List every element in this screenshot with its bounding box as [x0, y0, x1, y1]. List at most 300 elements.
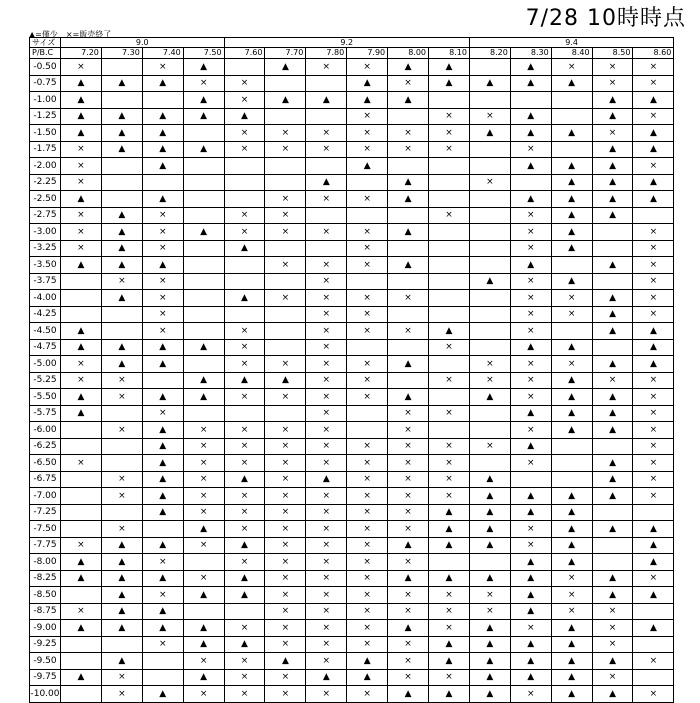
sold-out-mark: × — [429, 488, 470, 505]
power-cell: -9.50 — [30, 653, 61, 670]
sold-out-mark: × — [633, 158, 674, 175]
empty-cell — [347, 273, 388, 290]
sold-out-mark: × — [306, 603, 347, 620]
table-row — [30, 174, 674, 191]
sold-out-mark: × — [347, 108, 388, 125]
low-stock-mark: ▲ — [142, 75, 183, 92]
table-row — [30, 290, 674, 307]
sold-out-mark: × — [183, 75, 224, 92]
empty-cell — [101, 636, 142, 653]
sold-out-mark: × — [224, 323, 265, 340]
low-stock-mark: ▲ — [429, 75, 470, 92]
bc-header: 8.40 — [551, 48, 592, 59]
sold-out-mark: × — [633, 405, 674, 422]
sold-out-mark: × — [265, 504, 306, 521]
sold-out-mark: × — [510, 356, 551, 373]
low-stock-mark: ▲ — [592, 653, 633, 670]
sold-out-mark: × — [429, 207, 470, 224]
low-stock-mark: ▲ — [306, 92, 347, 109]
empty-cell — [551, 141, 592, 158]
low-stock-mark: ▲ — [592, 570, 633, 587]
low-stock-mark: ▲ — [429, 636, 470, 653]
low-stock-mark: ▲ — [142, 356, 183, 373]
sold-out-mark: × — [347, 257, 388, 274]
low-stock-mark: ▲ — [592, 521, 633, 538]
sold-out-mark: × — [592, 620, 633, 637]
low-stock-mark: ▲ — [633, 92, 674, 109]
sold-out-mark: × — [592, 603, 633, 620]
empty-cell — [469, 59, 510, 76]
empty-cell — [469, 554, 510, 571]
size-group: 9.2 — [224, 38, 469, 48]
sold-out-mark: × — [633, 290, 674, 307]
sold-out-mark: × — [142, 405, 183, 422]
empty-cell — [469, 158, 510, 175]
low-stock-mark: ▲ — [347, 92, 388, 109]
sold-out-mark: × — [61, 537, 102, 554]
power-cell: -9.25 — [30, 636, 61, 653]
empty-cell — [61, 290, 102, 307]
empty-cell — [142, 92, 183, 109]
legend: ▲=僅少 ×=販売終了 — [29, 30, 112, 39]
low-stock-mark: ▲ — [183, 669, 224, 686]
sold-out-mark: × — [265, 471, 306, 488]
low-stock-mark: ▲ — [469, 504, 510, 521]
sold-out-mark: × — [224, 504, 265, 521]
empty-cell — [510, 174, 551, 191]
low-stock-mark: ▲ — [551, 405, 592, 422]
sold-out-mark: × — [469, 356, 510, 373]
empty-cell — [101, 191, 142, 208]
low-stock-mark: ▲ — [61, 339, 102, 356]
table-row — [30, 554, 674, 571]
table-row — [30, 570, 674, 587]
empty-cell — [551, 471, 592, 488]
low-stock-mark: ▲ — [183, 92, 224, 109]
sold-out-mark: × — [429, 108, 470, 125]
sold-out-mark: × — [306, 141, 347, 158]
sold-out-mark: × — [306, 570, 347, 587]
low-stock-mark: ▲ — [633, 356, 674, 373]
sold-out-mark: × — [142, 273, 183, 290]
sold-out-mark: × — [183, 570, 224, 587]
sold-out-mark: × — [469, 438, 510, 455]
sold-out-mark: × — [224, 438, 265, 455]
low-stock-mark: ▲ — [429, 521, 470, 538]
sold-out-mark: × — [388, 438, 429, 455]
low-stock-mark: ▲ — [633, 537, 674, 554]
table-row — [30, 207, 674, 224]
bc-header: 7.60 — [224, 48, 265, 59]
sold-out-mark: × — [101, 669, 142, 686]
low-stock-mark: ▲ — [633, 587, 674, 604]
empty-cell — [142, 669, 183, 686]
sold-out-mark: × — [224, 339, 265, 356]
sold-out-mark: × — [429, 669, 470, 686]
power-cell: -1.25 — [30, 108, 61, 125]
sold-out-mark: × — [429, 141, 470, 158]
sold-out-mark: × — [306, 306, 347, 323]
bc-header: 8.10 — [429, 48, 470, 59]
sold-out-mark: × — [592, 125, 633, 142]
sold-out-mark: × — [633, 438, 674, 455]
sold-out-mark: × — [265, 207, 306, 224]
sold-out-mark: × — [265, 570, 306, 587]
low-stock-mark: ▲ — [469, 389, 510, 406]
low-stock-mark: ▲ — [142, 125, 183, 142]
low-stock-mark: ▲ — [306, 471, 347, 488]
sold-out-mark: × — [61, 603, 102, 620]
sold-out-mark: × — [142, 290, 183, 307]
low-stock-mark: ▲ — [592, 108, 633, 125]
empty-cell — [61, 438, 102, 455]
sold-out-mark: × — [388, 405, 429, 422]
empty-cell — [183, 603, 224, 620]
sold-out-mark: × — [347, 59, 388, 76]
low-stock-mark: ▲ — [142, 257, 183, 274]
sold-out-mark: × — [388, 554, 429, 571]
table-row — [30, 59, 674, 76]
empty-cell — [347, 405, 388, 422]
table-row — [30, 603, 674, 620]
empty-cell — [592, 224, 633, 241]
sold-out-mark: × — [306, 686, 347, 703]
empty-cell — [61, 636, 102, 653]
table-row — [30, 92, 674, 109]
power-cell: -0.75 — [30, 75, 61, 92]
empty-cell — [183, 174, 224, 191]
low-stock-mark: ▲ — [592, 323, 633, 340]
sold-out-mark: × — [265, 191, 306, 208]
low-stock-mark: ▲ — [183, 59, 224, 76]
sold-out-mark: × — [510, 372, 551, 389]
sold-out-mark: × — [633, 455, 674, 472]
low-stock-mark: ▲ — [429, 653, 470, 670]
power-cell: -1.50 — [30, 125, 61, 142]
low-stock-mark: ▲ — [551, 75, 592, 92]
low-stock-mark: ▲ — [510, 75, 551, 92]
sold-out-mark: × — [183, 488, 224, 505]
low-stock-mark: ▲ — [388, 570, 429, 587]
empty-cell — [592, 504, 633, 521]
low-stock-mark: ▲ — [510, 653, 551, 670]
empty-cell — [388, 372, 429, 389]
low-stock-mark: ▲ — [183, 636, 224, 653]
low-stock-mark: ▲ — [551, 372, 592, 389]
sold-out-mark: × — [306, 125, 347, 142]
low-stock-mark: ▲ — [101, 108, 142, 125]
low-stock-mark: ▲ — [388, 356, 429, 373]
low-stock-mark: ▲ — [265, 372, 306, 389]
table-row — [30, 455, 674, 472]
empty-cell — [265, 158, 306, 175]
sold-out-mark: × — [429, 471, 470, 488]
sold-out-mark: × — [510, 224, 551, 241]
sold-out-mark: × — [633, 224, 674, 241]
empty-cell — [183, 191, 224, 208]
sold-out-mark: × — [388, 471, 429, 488]
sold-out-mark: × — [61, 174, 102, 191]
sold-out-mark: × — [633, 422, 674, 439]
low-stock-mark: ▲ — [388, 174, 429, 191]
sold-out-mark: × — [224, 521, 265, 538]
sold-out-mark: × — [347, 504, 388, 521]
empty-cell — [224, 59, 265, 76]
low-stock-mark: ▲ — [142, 686, 183, 703]
sold-out-mark: × — [388, 75, 429, 92]
empty-cell — [429, 92, 470, 109]
empty-cell — [101, 174, 142, 191]
sold-out-mark: × — [306, 273, 347, 290]
empty-cell — [306, 75, 347, 92]
empty-cell — [61, 306, 102, 323]
low-stock-mark: ▲ — [633, 554, 674, 571]
sold-out-mark: × — [265, 455, 306, 472]
low-stock-mark: ▲ — [551, 125, 592, 142]
sold-out-mark: × — [388, 669, 429, 686]
empty-cell — [61, 488, 102, 505]
sold-out-mark: × — [306, 455, 347, 472]
sold-out-mark: × — [265, 620, 306, 637]
sold-out-mark: × — [142, 636, 183, 653]
low-stock-mark: ▲ — [183, 339, 224, 356]
empty-cell — [429, 224, 470, 241]
sold-out-mark: × — [633, 653, 674, 670]
low-stock-mark: ▲ — [510, 405, 551, 422]
low-stock-mark: ▲ — [551, 158, 592, 175]
low-stock-mark: ▲ — [306, 174, 347, 191]
sold-out-mark: × — [388, 141, 429, 158]
sold-out-mark: × — [388, 125, 429, 142]
sold-out-mark: × — [429, 438, 470, 455]
low-stock-mark: ▲ — [142, 537, 183, 554]
low-stock-mark: ▲ — [224, 587, 265, 604]
power-cell: -8.50 — [30, 587, 61, 604]
table-row — [30, 191, 674, 208]
power-cell: -8.00 — [30, 554, 61, 571]
low-stock-mark: ▲ — [592, 455, 633, 472]
empty-cell — [510, 92, 551, 109]
low-stock-mark: ▲ — [61, 125, 102, 142]
empty-cell — [469, 191, 510, 208]
sold-out-mark: × — [265, 125, 306, 142]
low-stock-mark: ▲ — [510, 636, 551, 653]
empty-cell — [429, 174, 470, 191]
empty-cell — [183, 405, 224, 422]
power-cell: -7.75 — [30, 537, 61, 554]
sold-out-mark: × — [633, 257, 674, 274]
sold-out-mark: × — [347, 471, 388, 488]
low-stock-mark: ▲ — [142, 158, 183, 175]
low-stock-mark: ▲ — [101, 356, 142, 373]
low-stock-mark: ▲ — [592, 405, 633, 422]
sold-out-mark: × — [306, 636, 347, 653]
sold-out-mark: × — [551, 306, 592, 323]
low-stock-mark: ▲ — [61, 257, 102, 274]
low-stock-mark: ▲ — [551, 521, 592, 538]
low-stock-mark: ▲ — [61, 620, 102, 637]
empty-cell — [61, 504, 102, 521]
low-stock-mark: ▲ — [101, 570, 142, 587]
low-stock-mark: ▲ — [347, 653, 388, 670]
sold-out-mark: × — [265, 636, 306, 653]
empty-cell — [224, 191, 265, 208]
low-stock-mark: ▲ — [633, 191, 674, 208]
table-row — [30, 240, 674, 257]
sold-out-mark: × — [347, 191, 388, 208]
sold-out-mark: × — [347, 290, 388, 307]
empty-cell — [429, 240, 470, 257]
low-stock-mark: ▲ — [142, 389, 183, 406]
bc-header: 7.80 — [306, 48, 347, 59]
low-stock-mark: ▲ — [510, 191, 551, 208]
empty-cell — [306, 207, 347, 224]
empty-cell — [429, 306, 470, 323]
low-stock-mark: ▲ — [469, 636, 510, 653]
empty-cell — [183, 207, 224, 224]
table-row — [30, 471, 674, 488]
low-stock-mark: ▲ — [61, 75, 102, 92]
sold-out-mark: × — [306, 290, 347, 307]
sold-out-mark: × — [265, 356, 306, 373]
low-stock-mark: ▲ — [510, 554, 551, 571]
low-stock-mark: ▲ — [551, 653, 592, 670]
empty-cell — [183, 257, 224, 274]
sold-out-mark: × — [633, 471, 674, 488]
bc-header: 7.70 — [265, 48, 306, 59]
low-stock-mark: ▲ — [510, 339, 551, 356]
low-stock-mark: ▲ — [388, 537, 429, 554]
empty-cell — [429, 554, 470, 571]
empty-cell — [633, 669, 674, 686]
table-row — [30, 620, 674, 637]
low-stock-mark: ▲ — [61, 669, 102, 686]
low-stock-mark: ▲ — [224, 570, 265, 587]
table-row — [30, 323, 674, 340]
empty-cell — [469, 290, 510, 307]
bc-header: 7.90 — [347, 48, 388, 59]
sold-out-mark: × — [347, 620, 388, 637]
power-cell: -7.00 — [30, 488, 61, 505]
low-stock-mark: ▲ — [429, 59, 470, 76]
low-stock-mark: ▲ — [551, 636, 592, 653]
empty-cell — [183, 554, 224, 571]
low-stock-mark: ▲ — [510, 488, 551, 505]
low-stock-mark: ▲ — [469, 75, 510, 92]
empty-cell — [388, 273, 429, 290]
low-stock-mark: ▲ — [551, 207, 592, 224]
empty-cell — [61, 521, 102, 538]
low-stock-mark: ▲ — [469, 488, 510, 505]
power-cell: -5.75 — [30, 405, 61, 422]
empty-cell — [183, 158, 224, 175]
table-row — [30, 75, 674, 92]
low-stock-mark: ▲ — [469, 570, 510, 587]
low-stock-mark: ▲ — [142, 455, 183, 472]
low-stock-mark: ▲ — [142, 488, 183, 505]
low-stock-mark: ▲ — [388, 59, 429, 76]
low-stock-mark: ▲ — [101, 75, 142, 92]
sold-out-mark: × — [347, 537, 388, 554]
sold-out-mark: × — [347, 438, 388, 455]
sold-out-mark: × — [306, 620, 347, 637]
table-row — [30, 125, 674, 142]
sold-out-mark: × — [265, 669, 306, 686]
low-stock-mark: ▲ — [61, 108, 102, 125]
power-cell: -3.25 — [30, 240, 61, 257]
low-stock-mark: ▲ — [101, 240, 142, 257]
sold-out-mark: × — [388, 521, 429, 538]
low-stock-mark: ▲ — [592, 306, 633, 323]
low-stock-mark: ▲ — [551, 422, 592, 439]
empty-cell — [61, 653, 102, 670]
sold-out-mark: × — [101, 273, 142, 290]
sold-out-mark: × — [388, 636, 429, 653]
empty-cell — [469, 207, 510, 224]
sold-out-mark: × — [469, 603, 510, 620]
low-stock-mark: ▲ — [61, 389, 102, 406]
sold-out-mark: × — [592, 59, 633, 76]
low-stock-mark: ▲ — [633, 323, 674, 340]
sold-out-mark: × — [224, 686, 265, 703]
sold-out-mark: × — [469, 108, 510, 125]
low-stock-mark: ▲ — [551, 191, 592, 208]
sold-out-mark: × — [265, 686, 306, 703]
low-stock-mark: ▲ — [347, 669, 388, 686]
low-stock-mark: ▲ — [510, 669, 551, 686]
empty-cell — [469, 405, 510, 422]
empty-cell — [101, 158, 142, 175]
empty-cell — [101, 438, 142, 455]
table-row — [30, 356, 674, 373]
low-stock-mark: ▲ — [592, 587, 633, 604]
empty-cell — [224, 405, 265, 422]
sold-out-mark: × — [183, 537, 224, 554]
empty-cell — [429, 191, 470, 208]
low-stock-mark: ▲ — [101, 554, 142, 571]
low-stock-mark: ▲ — [142, 108, 183, 125]
empty-cell — [510, 471, 551, 488]
low-stock-mark: ▲ — [61, 92, 102, 109]
sold-out-mark: × — [306, 372, 347, 389]
low-stock-mark: ▲ — [469, 537, 510, 554]
empty-cell — [183, 356, 224, 373]
bc-header: 8.50 — [592, 48, 633, 59]
low-stock-mark: ▲ — [183, 141, 224, 158]
low-stock-mark: ▲ — [101, 207, 142, 224]
empty-cell — [101, 92, 142, 109]
empty-cell — [592, 339, 633, 356]
empty-cell — [224, 257, 265, 274]
empty-cell — [469, 323, 510, 340]
power-cell: -4.75 — [30, 339, 61, 356]
empty-cell — [265, 405, 306, 422]
sold-out-mark: × — [347, 488, 388, 505]
power-cell: -7.50 — [30, 521, 61, 538]
low-stock-mark: ▲ — [183, 587, 224, 604]
empty-cell — [469, 224, 510, 241]
size-header: サイズ — [30, 38, 61, 48]
sold-out-mark: × — [224, 356, 265, 373]
sold-out-mark: × — [265, 521, 306, 538]
table-row — [30, 372, 674, 389]
low-stock-mark: ▲ — [592, 290, 633, 307]
table-row — [30, 108, 674, 125]
empty-cell — [265, 108, 306, 125]
power-cell: -1.00 — [30, 92, 61, 109]
low-stock-mark: ▲ — [510, 108, 551, 125]
sold-out-mark: × — [347, 356, 388, 373]
